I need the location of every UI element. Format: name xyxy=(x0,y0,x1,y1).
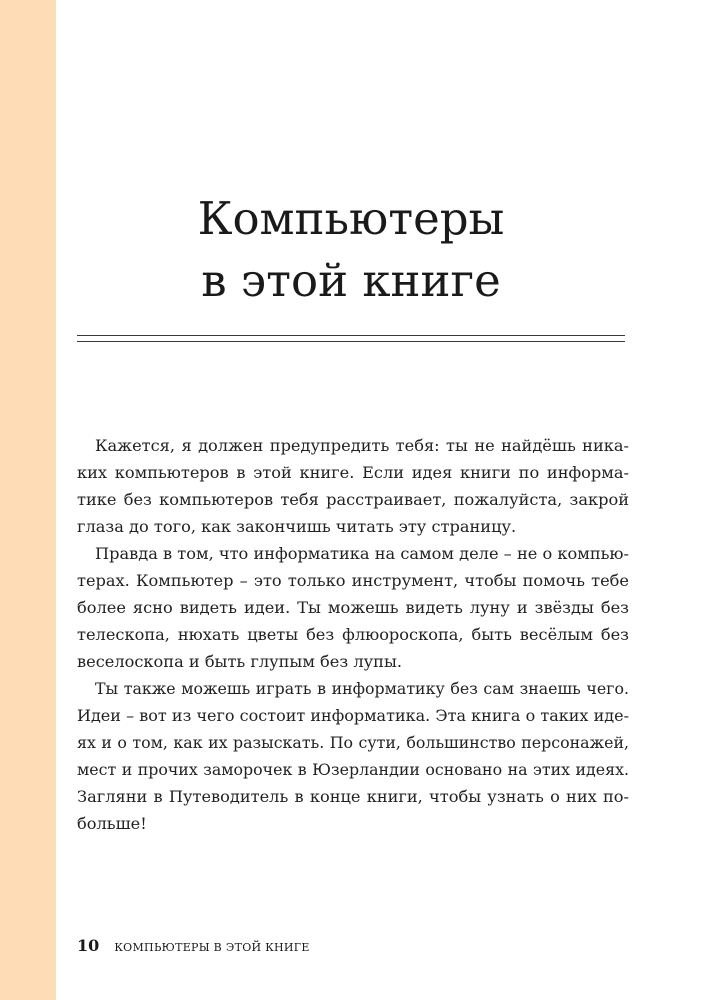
paragraph-3-line-2: Идеи – вот из чего состоит информатика. Эта книга о таких иде- xyxy=(77,706,629,725)
paragraph-2-line-4: телескопа, нюхать цветы без флюороскопа, быть весёлым без xyxy=(77,625,629,644)
paragraph-1-line-1: Кажется, я должен предупредить тебя: ты не найдёшь ника- xyxy=(95,436,629,455)
chapter-title-line-1: Компьютеры xyxy=(197,192,505,245)
paragraph-3-line-4: мест и прочих заморочек в Юзерландии основано на этих идеях. xyxy=(77,760,629,779)
page-number: 10 xyxy=(77,936,100,955)
paragraph-1-line-2: ких компьютеров в этой книге. Если идея книги по информа- xyxy=(77,463,629,482)
paragraph-2-line-1: Правда в том, что информатика на самом деле – не о компью- xyxy=(95,544,629,563)
title-rule-bottom xyxy=(77,341,625,342)
running-head: КОМПЬЮТЕРЫ В ЭТОЙ КНИГЕ xyxy=(114,941,310,954)
chapter-title-line-2: в этой книге xyxy=(201,254,501,307)
body-text xyxy=(77,432,629,837)
paragraph-2-line-2: терах. Компьютер – это только инструмент, чтобы помочь тебе xyxy=(77,571,629,590)
chapter-title xyxy=(0,188,702,312)
paragraph-3-line-1: Ты также можешь играть в информатику без сам знаешь чего. xyxy=(95,679,629,698)
page-footer xyxy=(77,936,310,955)
paragraph-3-line-5: Загляни в Путеводитель в конце книги, чтобы узнать о них по- xyxy=(77,787,629,806)
paragraph-3-line-3: ях и о том, как их разыскать. По сути, большинство персонажей, xyxy=(77,733,629,752)
paragraph-1-line-3: тике без компьютеров тебя расстраивает, пожалуйста, закрой xyxy=(77,490,629,509)
title-rule-top xyxy=(77,335,625,336)
page-side-band xyxy=(0,0,56,1000)
paragraph-1-line-4: глаза до того, как закончишь читать эту страницу. xyxy=(77,517,517,536)
paragraph-2-line-3: более ясно видеть идеи. Ты можешь видеть луну и звёзды без xyxy=(77,598,629,617)
paragraph-3-line-6: больше! xyxy=(77,814,147,833)
paragraph-2-line-5: веселоскопа и быть глупым без лупы. xyxy=(77,652,402,671)
